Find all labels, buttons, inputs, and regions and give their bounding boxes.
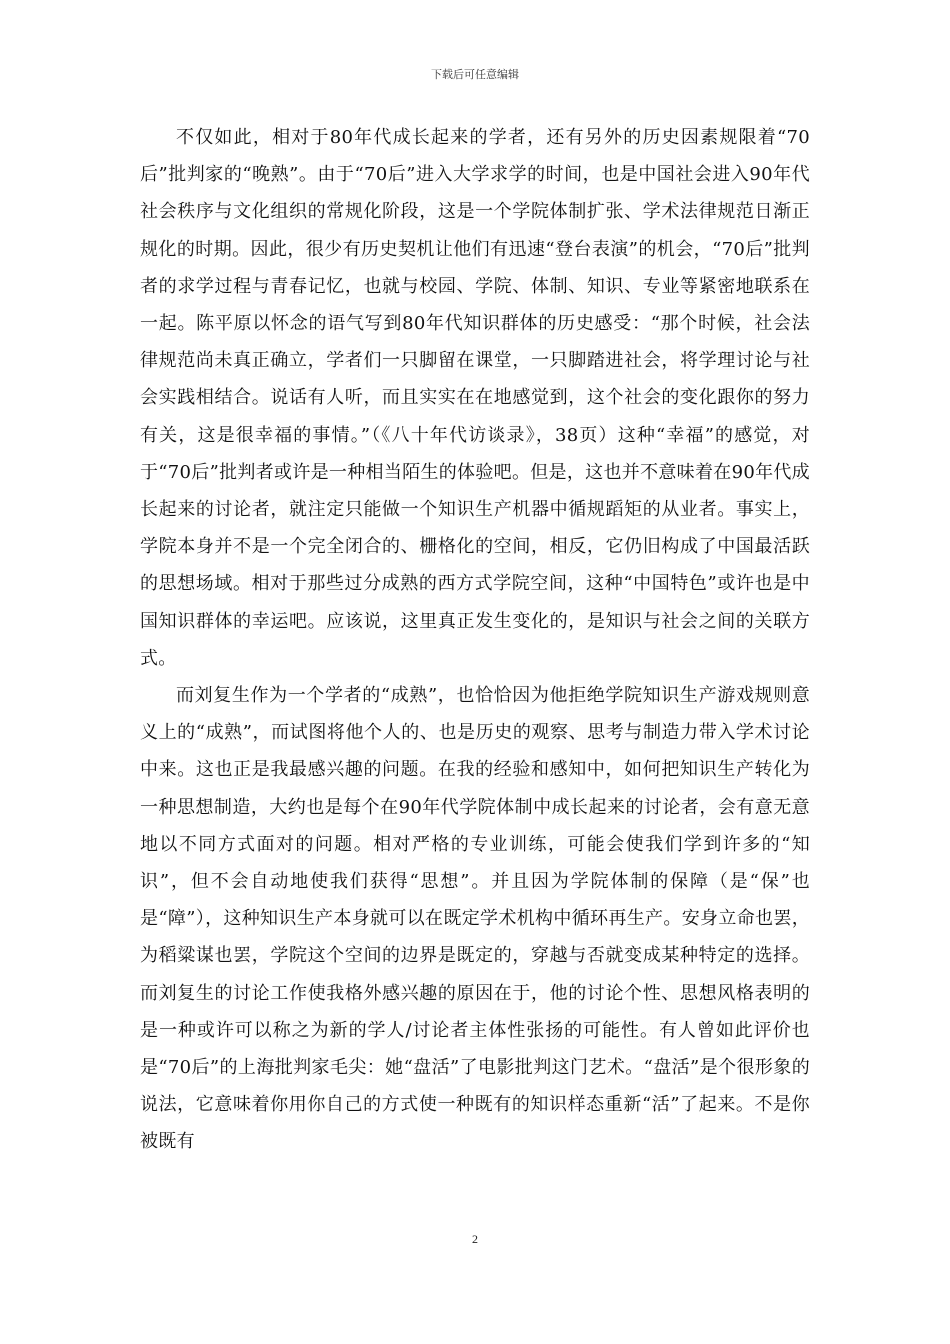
body-text bbox=[140, 119, 810, 1161]
page-header: 下载后可任意编辑 bbox=[431, 68, 519, 81]
page-number: 2 bbox=[472, 1232, 478, 1246]
paragraph-2: 而刘复生作为一个学者的“成熟”，也恰恰因为他拒绝学院知识生产游戏规则意义上的“成熟”，而试图将他个人的、也是历史的观察、思考与制造力带入学术讨论中来。这也正是我最感兴趣的问题。在我的经验和感知中，如何把知识生产转化为一种思想制造，大约也是每个在90年代学院体制中成长起来的讨论者，会有意无意地以不同方式面对的问题。相对严格的专业训练，可能会使我们学到许多的“知识”，但不会自动地使我们获得“思想”。并且因为学院体制的保障（是“保”也是“障”），这种知识生产本身就可以在既定学术机构中循环再生产。安身立命也罢，为稻粱谋也罢，学院这个空间的边界是既定的，穿越与否就变成某种特定的选择。而刘复生的讨论工作使我格外感兴趣的原因在于，他的讨论个性、思想风格表明的是一种或许可以称之为新的学人/讨论者主体性张扬的可能性。有人曾如此评价也是“70后”的上海批判家毛尖：她“盘活”了电影批判这门艺术。“盘活”是个很形象的说法，它意味着你用你自己的方式使一种既有的知识样态重新“活”了起来。不是你被既有 bbox=[140, 685, 810, 1153]
paragraph-1: 不仅如此，相对于80年代成长起来的学者，还有另外的历史因素规限着“70后”批判家的“晚熟”。由于“70后”进入大学求学的时间，也是中国社会进入90年代社会秩序与文化组织的常规化阶段，这是一个学院体制扩张、学术法律规范日渐正规化的时期。因此，很少有历史契机让他们有迅速“登台表演”的机会，“70后”批判者的求学过程与青春记忆，也就与校园、学院、体制、知识、专业等紧密地联系在一起。陈平原以怀念的语气写到80年代知识群体的历史感受：“那个时候，社会法律规范尚未真正确立，学者们一只脚留在课堂，一只脚踏进社会，将学理讨论与社会实践相结合。说话有人听，而且实实在在地感觉到，这个社会的变化跟你的努力有关，这是很幸福的事情。”（《八十年代访谈录》，38页）这种“幸福”的感觉，对于“70后”批判者或许是一种相当陌生的体验吧。但是，这也并不意味着在90年代成长起来的讨论者，就注定只能做一个知识生产机器中循规蹈矩的从业者。事实上，学院本身并不是一个完全闭合的、栅格化的空间，相反，它仍旧构成了中国最活跃的思想场域。相对于那些过分成熟的西方式学院空间，这种“中国特色”或许也是中国知识群体的幸运吧。应该说，这里真正发生变化的，是知识与社会之间的关联方式。 bbox=[140, 127, 810, 669]
